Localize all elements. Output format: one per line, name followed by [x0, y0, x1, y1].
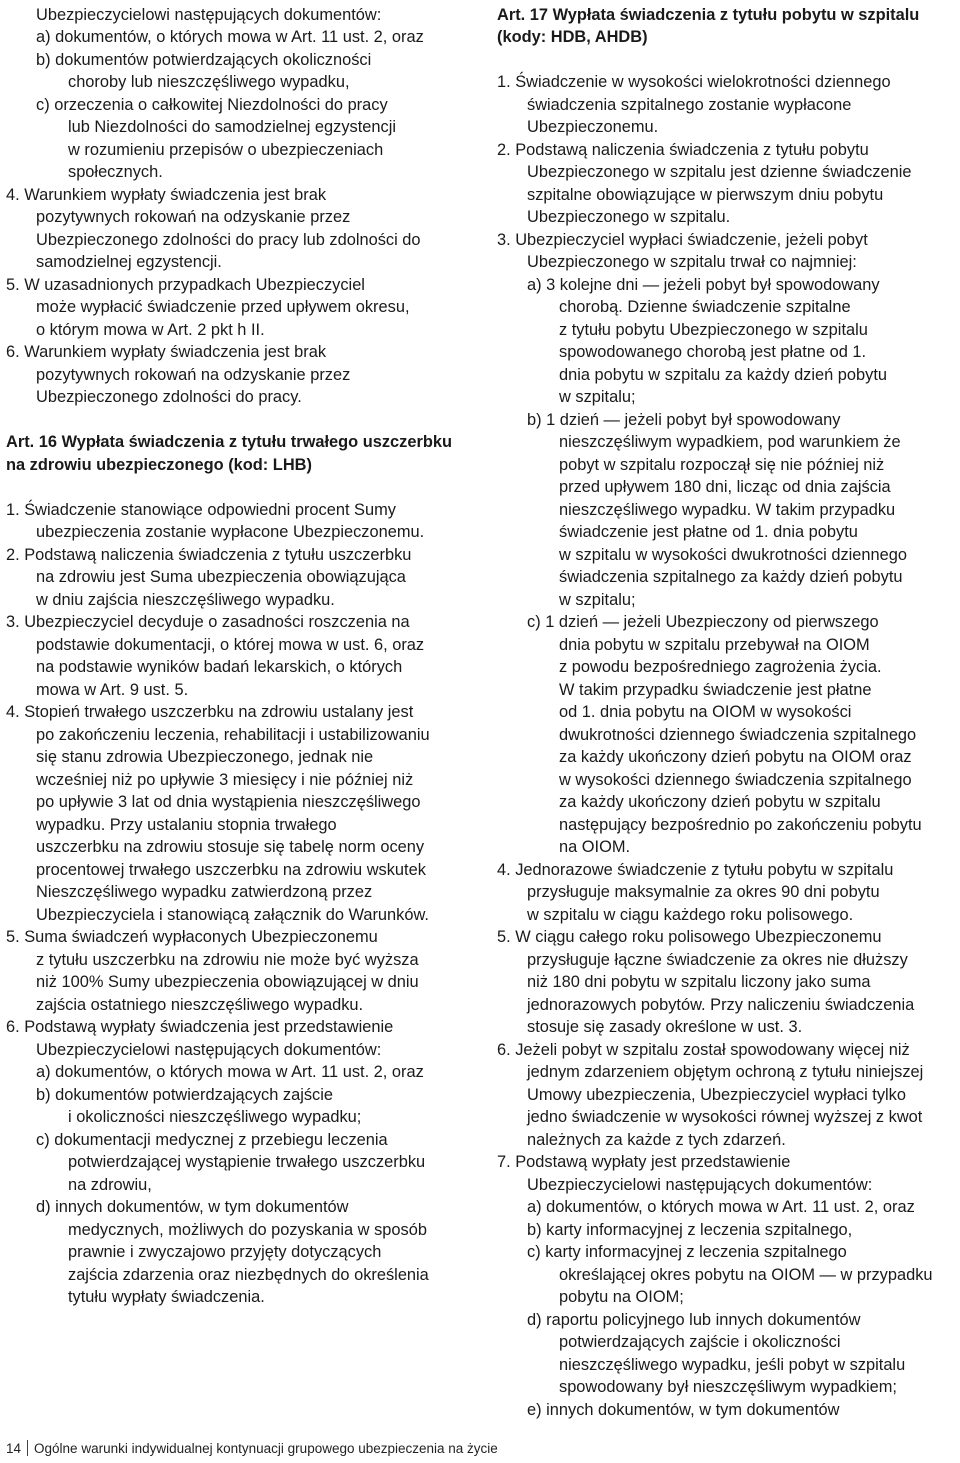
text-line: 2. Podstawą naliczenia świadczenia z tytułu uszczerbku	[6, 546, 412, 564]
text-line: zajścia zdarzenia oraz niezbędnych do określenia	[68, 1266, 429, 1284]
text-line: pozytywnych rokowań na odzyskanie przez	[36, 366, 351, 384]
text-line: jednym zdarzeniem objętym ochroną z tytułu niniejszej	[527, 1063, 924, 1081]
text-line: c) karty informacyjnej z leczenia szpitalnego	[527, 1243, 847, 1261]
text-line: potwierdzających zajście i okoliczności	[559, 1333, 841, 1351]
text-line: Ubezpieczycielowi następujących dokumentów:	[527, 1176, 873, 1194]
text-line: dnia pobytu w szpitalu przebywał na OIOM	[559, 636, 870, 654]
text-line: 5. W uzasadnionych przypadkach Ubezpieczyciel	[6, 276, 365, 294]
text-line: spowodowanego chorobą jest płatne od 1.	[559, 343, 867, 361]
text-line: medycznych, możliwych do pozyskania w sposób	[68, 1221, 427, 1239]
text-line: 5. Suma świadczeń wypłaconych Ubezpieczonemu	[6, 928, 378, 946]
text-line: z tytułu pobytu Ubezpieczonego w szpitalu	[559, 321, 868, 339]
text-line: 4. Jednorazowe świadczenie z tytułu pobytu w szpitalu	[497, 861, 894, 879]
text-line: nieszczęśliwego wypadku. W takim przypadku	[559, 501, 896, 519]
text-line: przed upływem 180 dni, licząc od dnia zajścia	[559, 478, 891, 496]
text-line: może wypłacić świadczenie przed upływem okresu,	[36, 298, 410, 316]
text-line: wypadku. Przy ustalaniu stopnia trwałego	[36, 816, 337, 834]
text-line: od 1. dnia pobytu na OIOM w wysokości	[559, 703, 852, 721]
text-line: potwierdzającej wystąpienie trwałego uszczerbku	[68, 1153, 426, 1171]
text-line: pozytywnych rokowań na odzyskanie przez	[36, 208, 351, 226]
text-line: ubezpieczenia zostanie wypłacone Ubezpieczonemu.	[36, 523, 425, 541]
text-line: nieszczęśliwego wypadku, jeśli pobyt w szpitalu	[559, 1356, 906, 1374]
text-line: z tytułu uszczerbku na zdrowiu nie może być wyższa	[36, 951, 419, 969]
text-line: 3. Ubezpieczyciel decyduje o zasadności roszczenia na	[6, 613, 410, 631]
text-line: na podstawie wyników badań lekarskich, o których	[36, 658, 403, 676]
text-line: e) innych dokumentów, w tym dokumentów	[527, 1401, 840, 1419]
text-line: b) dokumentów potwierdzających zajście	[36, 1086, 333, 1104]
text-line: dwukrotności dziennego świadczenia szpitalnego	[559, 726, 917, 744]
text-line: 1. Świadczenie w wysokości wielokrotności dziennego	[497, 73, 891, 91]
text-line: po zakończeniu leczenia, rehabilitacji i ustabilizowaniu	[36, 726, 430, 744]
text-line: pobyt w szpitalu rozpoczął się nie później niż	[559, 456, 885, 474]
text-line: świadczenia szpitalnego zostanie wypłacone	[527, 96, 852, 114]
text-line: jedno świadczenie w wysokości równej wyższej z kwot	[527, 1108, 923, 1126]
text-line: z powodu bezpośredniego zagrożenia życia.	[559, 658, 882, 676]
text-line: dnia pobytu w szpitalu za każdy dzień pobytu	[559, 366, 888, 384]
text-line: w rozumieniu przepisów o ubezpieczeniach	[68, 141, 384, 159]
text-line: za każdy ukończony dzień pobytu na OIOM oraz	[559, 748, 912, 766]
text-line: W takim przypadku świadczenie jest płatne	[559, 681, 872, 699]
text-line: świadczenie jest płatne od 1. dnia pobytu	[559, 523, 858, 541]
text-line: a) dokumentów, o których mowa w Art. 11 ust. 2, oraz	[36, 28, 424, 46]
text-line: chorobą. Dzienne świadczenie szpitalne	[559, 298, 851, 316]
text-line: 6. Podstawą wypłaty świadczenia jest przedstawienie	[6, 1018, 394, 1036]
text-line: wcześniej niż po upływie 3 miesięcy i nie później niż	[36, 771, 414, 789]
text-line: lub Niezdolności do samodzielnej egzystencji	[68, 118, 396, 136]
text-line: w szpitalu;	[559, 591, 636, 609]
text-line: b) karty informacyjnej z leczenia szpitalnego,	[527, 1221, 853, 1239]
text-line: określającej okres pobytu na OIOM — w przypadku	[559, 1266, 933, 1284]
text-line: się stanu zdrowia Ubezpieczonego, jednak nie	[36, 748, 374, 766]
text-line: w szpitalu w ciągu każdego roku polisowego.	[527, 906, 854, 924]
text-line: niż 180 dni pobytu w szpitalu liczony jako suma	[527, 973, 871, 991]
text-line: 3. Ubezpieczyciel wypłaci świadczenie, jeżeli pobyt	[497, 231, 868, 249]
text-line: za każdy ukończony dzień pobytu w szpitalu	[559, 793, 881, 811]
text-line: 5. W ciągu całego roku polisowego Ubezpieczonemu	[497, 928, 882, 946]
text-line: c) dokumentacji medycznej z przebiegu leczenia	[36, 1131, 388, 1149]
text-line: szpitalne obowiązujące w pierwszym dniu pobytu	[527, 186, 884, 204]
text-line: spowodowany był nieszczęśliwym wypadkiem;	[559, 1378, 897, 1396]
text-line: 6. Warunkiem wypłaty świadczenia jest brak	[6, 343, 327, 361]
text-line: przysługuje łączne świadczenie za okres nie dłuższy	[527, 951, 908, 969]
text-line: w szpitalu;	[559, 388, 636, 406]
section-heading: Art. 16 Wypłata świadczenia z tytułu trwałego uszczerbku	[6, 433, 453, 451]
text-line: prawnie i zwyczajowo przyjęty dotyczących	[68, 1243, 382, 1261]
text-line: po upływie 3 lat od dnia wystąpienia nieszczęśliwego	[36, 793, 421, 811]
text-line: nieszczęśliwym wypadkiem, pod warunkiem że	[559, 433, 901, 451]
text-line: tytułu wypłaty świadczenia.	[68, 1288, 265, 1306]
text-line: Ubezpieczonego zdolności do pracy lub zdolności do	[36, 231, 421, 249]
text-line: Ubezpieczycielowi następujących dokumentów:	[36, 6, 382, 24]
page-footer	[6, 1440, 498, 1458]
text-line: w dniu zajścia nieszczęśliwego wypadku.	[36, 591, 335, 609]
text-line: niż 100% Sumy ubezpieczenia obowiązującej w dniu	[36, 973, 419, 991]
section-heading: (kody: HDB, AHDB)	[497, 28, 648, 46]
text-line: b) 1 dzień — jeżeli pobyt był spowodowany	[527, 411, 841, 429]
text-line: Ubezpieczonego w szpitalu jest dzienne świadczenie	[527, 163, 912, 181]
text-line: stosuje się zasady określone w ust. 3.	[527, 1018, 803, 1036]
text-line: 4. Stopień trwałego uszczerbku na zdrowiu ustalany jest	[6, 703, 414, 721]
text-line: 2. Podstawą naliczenia świadczenia z tytułu pobytu	[497, 141, 869, 159]
section-heading: na zdrowiu ubezpieczonego (kod: LHB)	[6, 456, 312, 474]
text-line: a) dokumentów, o których mowa w Art. 11 ust. 2, oraz	[36, 1063, 424, 1081]
text-line: 6. Jeżeli pobyt w szpitalu został spowodowany więcej niż	[497, 1041, 910, 1059]
text-line: Ubezpieczonego w szpitalu.	[527, 208, 731, 226]
text-line: społecznych.	[68, 163, 163, 181]
text-line: następujący bezpośrednio po zakończeniu pobytu	[559, 816, 922, 834]
text-line: a) dokumentów, o których mowa w Art. 11 ust. 2, oraz	[527, 1198, 915, 1216]
text-line: procentowej trwałego uszczerbku na zdrowiu wskutek	[36, 861, 426, 879]
text-line: Ubezpieczonego w szpitalu trwał co najmniej:	[527, 253, 857, 271]
text-line: Ubezpieczycielowi następujących dokumentów:	[36, 1041, 382, 1059]
page-number: 14	[6, 1441, 22, 1456]
text-line: samodzielnej egzystencji.	[36, 253, 222, 271]
footer-divider	[27, 1440, 28, 1456]
text-line: należnych za każde z tych zdarzeń.	[527, 1131, 786, 1149]
text-line: o którym mowa w Art. 2 pkt h II.	[36, 321, 265, 339]
text-line: 7. Podstawą wypłaty jest przedstawienie	[497, 1153, 791, 1171]
text-line: c) orzeczenia o całkowitej Niezdolności do pracy	[36, 96, 388, 114]
text-line: przysługuje maksymalnie za okres 90 dni pobytu	[527, 883, 880, 901]
text-line: na OIOM.	[559, 838, 631, 856]
text-line: choroby lub nieszczęśliwego wypadku,	[68, 73, 350, 91]
text-line: Ubezpieczonego zdolności do pracy.	[36, 388, 302, 406]
text-line: c) 1 dzień — jeżeli Ubezpieczony od pierwszego	[527, 613, 879, 631]
text-line: na zdrowiu jest Suma ubezpieczenia obowiązująca	[36, 568, 406, 586]
text-line: d) raportu policyjnego lub innych dokumentów	[527, 1311, 861, 1329]
text-line: 1. Świadczenie stanowiące odpowiedni procent Sumy	[6, 501, 396, 519]
text-line: Nieszczęśliwego wypadku zatwierdzoną przez	[36, 883, 373, 901]
text-line: świadczenia szpitalnego za każdy dzień pobytu	[559, 568, 903, 586]
text-line: b) dokumentów potwierdzających okoliczności	[36, 51, 372, 69]
text-line: w szpitalu w wysokości dwukrotności dziennego	[559, 546, 908, 564]
text-line: Ubezpieczonemu.	[527, 118, 659, 136]
text-line: uszczerbku na zdrowiu stosuje się tabelę norm oceny	[36, 838, 425, 856]
text-line: jednorazowych pobytów. Przy naliczeniu świadczenia	[527, 996, 915, 1014]
text-line: d) innych dokumentów, w tym dokumentów	[36, 1198, 349, 1216]
footer-title: Ogólne warunki indywidualnej kontynuacji grupowego ubezpieczenia na życie	[34, 1441, 498, 1456]
text-line: i okoliczności nieszczęśliwego wypadku;	[68, 1108, 362, 1126]
text-line: 4. Warunkiem wypłaty świadczenia jest brak	[6, 186, 327, 204]
text-line: w wysokości dziennego świadczenia szpitalnego	[559, 771, 912, 789]
text-line: na zdrowiu,	[68, 1176, 152, 1194]
text-line: pobytu na OIOM;	[559, 1288, 684, 1306]
section-heading: Art. 17 Wypłata świadczenia z tytułu pobytu w szpitalu	[497, 6, 920, 24]
text-line: zajścia ostatniego nieszczęśliwego wypadku.	[36, 996, 364, 1014]
text-line: mowa w Art. 9 ust. 5.	[36, 681, 189, 699]
text-line: a) 3 kolejne dni — jeżeli pobyt był spowodowany	[527, 276, 880, 294]
text-line: Umowy ubezpieczenia, Ubezpieczyciel wypłaci tylko	[527, 1086, 906, 1104]
text-line: Ubezpieczyciela i stanowiącą załącznik do Warunków.	[36, 906, 429, 924]
text-line: podstawie dokumentacji, o której mowa w ust. 6, oraz	[36, 636, 425, 654]
